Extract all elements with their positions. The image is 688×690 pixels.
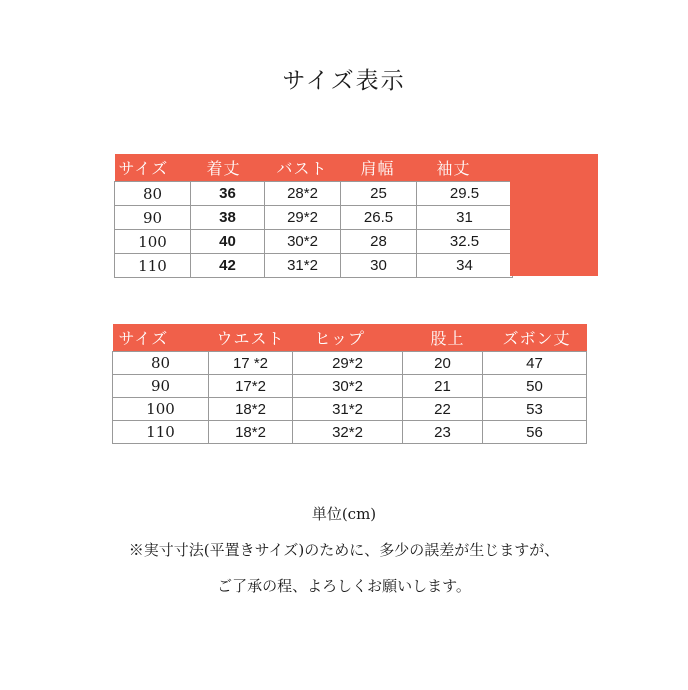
table-cell: 29*2	[265, 206, 341, 230]
top-size-table	[114, 154, 513, 278]
header-sleeve: 袖丈	[417, 154, 513, 182]
table-cell: 56	[483, 421, 587, 444]
table-cell: 20	[403, 352, 483, 375]
table-header-row	[113, 324, 587, 352]
page-title: サイズ表示	[282, 68, 406, 94]
orange-decoration-block	[510, 154, 598, 276]
table-cell: 31*2	[293, 398, 403, 421]
table-row	[115, 182, 513, 206]
table-row	[115, 230, 513, 254]
table-cell: 90	[113, 375, 209, 398]
table-cell: 40	[191, 230, 265, 254]
table-row	[113, 352, 587, 375]
table-cell: 34	[417, 254, 513, 278]
bottom-size-table	[112, 324, 587, 444]
table-cell: 50	[483, 375, 587, 398]
table-row	[113, 421, 587, 444]
apology-note: ご了承の程、よろしくお願いします。	[217, 577, 471, 595]
table-cell: 100	[115, 230, 191, 254]
table-row	[115, 206, 513, 230]
table-cell: 31	[417, 206, 513, 230]
table-cell: 21	[403, 375, 483, 398]
table-cell: 30*2	[265, 230, 341, 254]
table-cell: 17 *2	[209, 352, 293, 375]
table-cell: 28*2	[265, 182, 341, 206]
table-cell: 28	[341, 230, 417, 254]
table-cell: 110	[115, 254, 191, 278]
table-cell: 22	[403, 398, 483, 421]
header-pants-length: ズボン丈	[483, 324, 587, 352]
header-size: サイズ	[115, 154, 191, 182]
table-cell: 32.5	[417, 230, 513, 254]
header-rise: 股上	[403, 324, 483, 352]
header-waist: ウエスト	[209, 324, 293, 352]
table-cell: 26.5	[341, 206, 417, 230]
header-length: 着丈	[191, 154, 265, 182]
unit-note: 単位(cm)	[311, 505, 377, 523]
table-cell: 23	[403, 421, 483, 444]
table-cell: 18*2	[209, 421, 293, 444]
notes-block	[0, 504, 688, 612]
table-cell: 47	[483, 352, 587, 375]
table-cell: 32*2	[293, 421, 403, 444]
table-row	[113, 398, 587, 421]
table-cell: 30	[341, 254, 417, 278]
table-cell: 29.5	[417, 182, 513, 206]
table-cell: 100	[113, 398, 209, 421]
table-cell: 30*2	[293, 375, 403, 398]
table-cell: 25	[341, 182, 417, 206]
table-row	[115, 254, 513, 278]
table-cell: 36	[191, 182, 265, 206]
header-size: サイズ	[113, 324, 209, 352]
table-cell: 31*2	[265, 254, 341, 278]
table-cell: 18*2	[209, 398, 293, 421]
header-hip: ヒップ	[293, 324, 403, 352]
table-cell: 80	[113, 352, 209, 375]
table-cell: 110	[113, 421, 209, 444]
table-cell: 38	[191, 206, 265, 230]
table-cell: 80	[115, 182, 191, 206]
table-cell: 53	[483, 398, 587, 421]
measurement-disclaimer: ※実寸寸法(平置きサイズ)のために、多少の誤差が生じますが、	[128, 541, 560, 559]
table-cell: 17*2	[209, 375, 293, 398]
header-bust: バスト	[265, 154, 341, 182]
table-cell: 90	[115, 206, 191, 230]
table-cell: 42	[191, 254, 265, 278]
table-row	[113, 375, 587, 398]
header-shoulder: 肩幅	[341, 154, 417, 182]
table-header-row	[115, 154, 513, 182]
table-cell: 29*2	[293, 352, 403, 375]
